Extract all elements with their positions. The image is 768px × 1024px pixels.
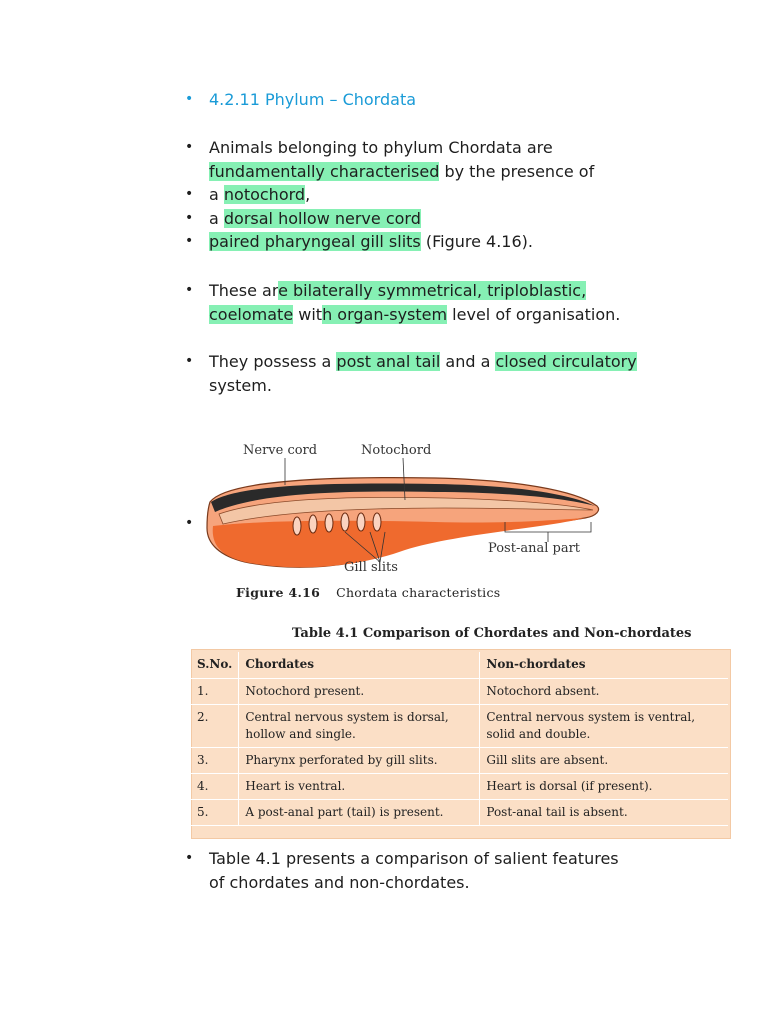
label-notochord: Notochord <box>361 443 432 458</box>
table-row <box>191 774 728 800</box>
chordate-body-illustration <box>205 440 625 580</box>
figure-caption <box>236 585 501 600</box>
cell-non-chordate: Notochord absent. <box>480 679 728 705</box>
figure-bullet: • <box>185 515 194 531</box>
symmetry-list <box>185 279 705 326</box>
header-chordates: Chordates <box>239 652 480 679</box>
highlight-notochord: notochord <box>223 185 306 204</box>
label-nerve-cord: Nerve cord <box>243 443 318 458</box>
cell-chordate: Central nervous system is dorsal, hollow and single. <box>239 705 480 748</box>
cell-sno: 2. <box>197 710 209 724</box>
highlight-organ-system: h organ-system <box>322 304 448 324</box>
highlight-bilateral: e bilaterally symmetrical, triploblastic, <box>278 281 587 300</box>
highlight-closed-circulatory: closed circulatory <box>495 352 637 371</box>
cell-chordate: A post-anal part (tail) is present. <box>239 800 480 826</box>
cell-sno: 4. <box>197 779 209 793</box>
label-post-anal: Post-anal part <box>488 541 581 556</box>
text-fragment: They possess a <box>209 352 337 371</box>
cell-non-chordate: Heart is dorsal (if present). <box>480 774 728 800</box>
text-fragment: level of organisation. <box>447 304 621 324</box>
cell-chordate: Pharynx perforated by gill slits. <box>239 748 480 774</box>
highlight-nerve-cord: dorsal hollow nerve cord <box>223 208 421 228</box>
table-title: Table 4.1 Comparison of Chordates and Non-chordates <box>292 626 692 641</box>
tail-list <box>185 350 705 397</box>
cell-non-chordate: Post-anal tail is absent. <box>480 800 728 826</box>
cell-chordate: Notochord present. <box>239 679 480 705</box>
feature-suffix: (Figure 4.16). <box>420 232 533 251</box>
figure-caption-text: Chordata characteristics <box>336 585 501 600</box>
comparison-table <box>191 652 728 826</box>
feature-suffix: , <box>305 185 311 204</box>
table-row <box>191 679 728 705</box>
intro-item <box>185 136 705 183</box>
cell-sno: 3. <box>197 753 209 767</box>
intro-text: Animals belonging to phylum Chordata are <box>209 138 553 157</box>
highlight-fundamentally: fundamentally characterised <box>209 161 440 181</box>
text-fragment: system. <box>209 375 272 395</box>
feature-prefix: a <box>209 208 224 228</box>
text-fragment: and a <box>440 352 496 371</box>
highlight-coelomate: coelomate <box>209 304 294 324</box>
closing-line-1: Table 4.1 presents a comparison of salient features <box>209 849 619 868</box>
closing-line-2: of chordates and non-chordates. <box>209 872 470 892</box>
cell-chordate: Heart is ventral. <box>239 774 480 800</box>
header-non-chordates: Non-chordates <box>480 652 728 679</box>
cell-sno: 1. <box>197 684 209 698</box>
header-sno: S.No. <box>197 657 233 671</box>
cell-sno: 5. <box>197 805 209 819</box>
table-row <box>191 800 728 826</box>
feature-prefix: a <box>209 185 224 204</box>
label-gill-slits: Gill slits <box>344 560 398 575</box>
figure-number: Figure 4.16 <box>236 585 321 600</box>
feature-gill-slits <box>185 230 705 254</box>
heading-list <box>185 88 705 112</box>
cell-non-chordate: Gill slits are absent. <box>480 748 728 774</box>
cell-non-chordate: Central nervous system is ventral, solid and double. <box>480 705 728 748</box>
feature-nerve-cord <box>185 207 705 231</box>
closing-item <box>185 847 705 894</box>
closing-list <box>185 847 705 894</box>
tail-item <box>185 350 705 397</box>
table-header-row <box>191 652 728 679</box>
highlight-gill-slits: paired pharyngeal gill slits <box>209 232 421 251</box>
table-row <box>191 748 728 774</box>
section-heading: • 4.2.11 Phylum – Chordata <box>185 88 705 112</box>
text-fragment: wit <box>293 304 323 324</box>
text-fragment: These ar <box>209 281 279 300</box>
feature-list <box>185 136 705 254</box>
table-row <box>191 705 728 748</box>
feature-notochord <box>185 183 705 207</box>
intro-rest: by the presence of <box>439 161 595 181</box>
symmetry-item <box>185 279 705 326</box>
highlight-post-anal-tail: post anal tail <box>336 352 441 371</box>
